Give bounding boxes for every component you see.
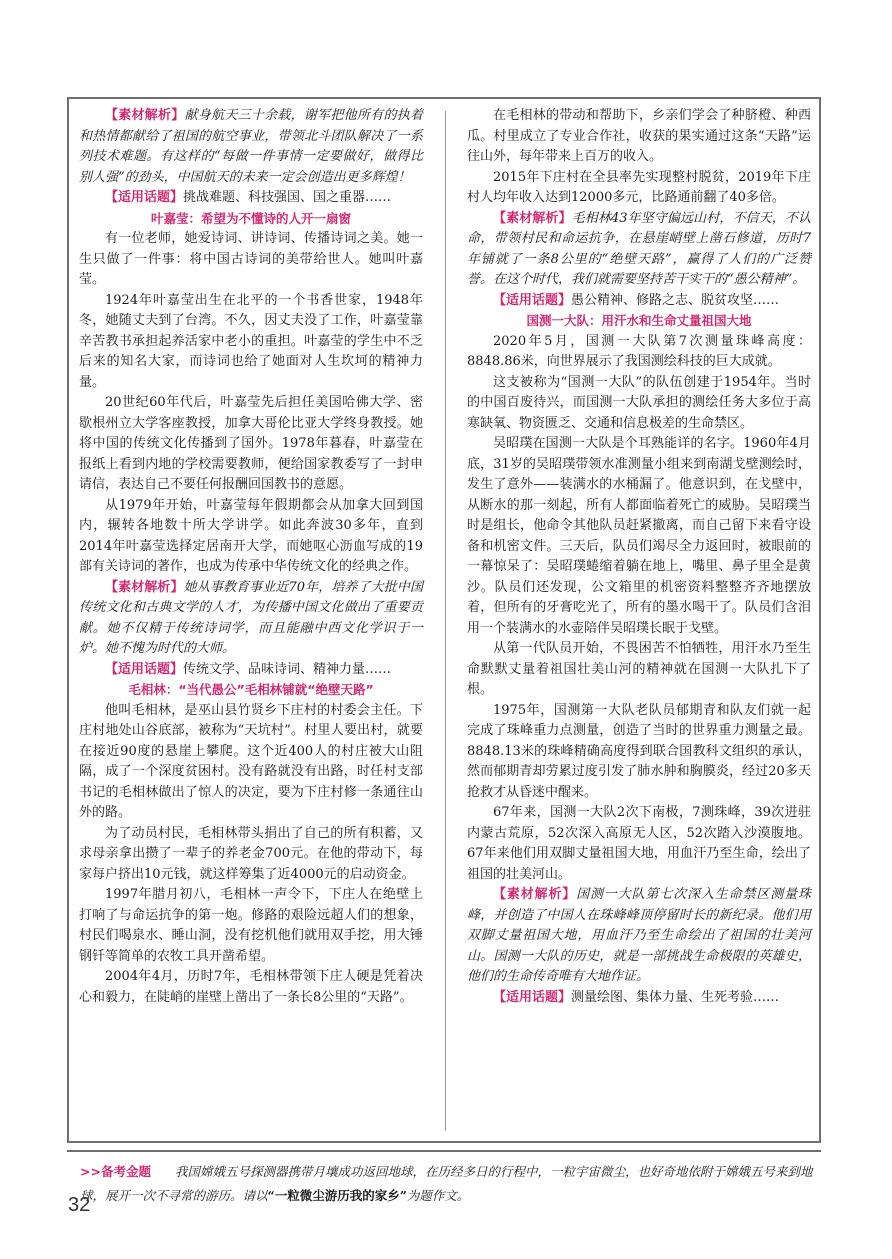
footer-divider bbox=[67, 1150, 821, 1152]
analysis-text: 国测一大队第七次深入生命禁区测量珠峰，并创造了中国人在珠峰峰顶停留时长的新纪录。他们用双脚丈量祖国大地，用血汗乃至生命绘出了祖国的壮美河山。国测一大队的历史，就是一部挑战生命极限的英雄史，他们的生命传奇唯有大地作证。 bbox=[467, 887, 811, 984]
column-divider bbox=[445, 111, 446, 1131]
topic-tag: 【适用话题】 bbox=[493, 292, 572, 308]
paragraph: 为了动员村民，毛相林带头捐出了自己的所有积蓄，又求母亲拿出攒了一辈子的养老金700元。在他的带动下，每家每户挤出10元钱，就这样筹集了近4000元的启动资金。 bbox=[79, 825, 423, 882]
paragraph: 2015年下庄村在全县率先实现整村脱贫，2019年下庄村人均年收入达到12000多元，比路通前翻了40多倍。 bbox=[467, 169, 811, 205]
section-heading: 国测一大队：用汗水和生命丈量祖国大地 bbox=[526, 313, 752, 328]
right-column bbox=[467, 106, 811, 1008]
analysis-tag: 【素材解析】 bbox=[493, 210, 572, 226]
material-analysis bbox=[467, 209, 811, 291]
applicable-topics bbox=[79, 660, 423, 681]
topic-text: 测量绘图、集体力量、生死考验…… bbox=[571, 989, 780, 1005]
topic-text: 挑战难题、科技强国、国之重器…… bbox=[183, 190, 392, 205]
topic-tag: 【适用话题】 bbox=[105, 190, 184, 205]
left-column bbox=[79, 106, 423, 1008]
analysis-text: 献身航天三十余载，谢军把他所有的执着和热情都献给了祖国的航空事业，带领北斗团队解决了一系列技术难题。有这样的“每做一件事情一定要做好，做得比别人强”的劲头，中国航天的未来一定会创造出更多辉煌！ bbox=[79, 108, 423, 185]
analysis-tag: 【素材解析】 bbox=[493, 887, 577, 902]
applicable-topics bbox=[467, 988, 811, 1009]
topic-text: 传统文学、品味诗词、精神力量…… bbox=[183, 661, 392, 677]
material-analysis bbox=[467, 885, 811, 988]
analysis-tag: 【素材解析】 bbox=[105, 579, 184, 595]
paragraph: 1997年腊月初八，毛相林一声令下，下庄人在绝壁上打响了与命运抗争的第一炮。修路的艰险远超人们的想象，村民们喝泉水、睡山洞，没有挖机他们就用双手挖，用大锤钢钎等简单的农牧工具开凿希望。 bbox=[79, 887, 423, 964]
paragraph: 67年来，国测一大队2次下南极，7测珠峰，39次进驻内蒙古荒原，52次深入高原无人区，52次踏入沙漠腹地。67年来他们用双脚丈量祖国大地，用血汗乃至生命，绘出了祖国的壮美河山。 bbox=[467, 805, 811, 882]
paragraph: 从第一代队员开始，不畏困苦不怕牺牲，用汗水乃至生命默默丈量着祖国壮美山河的精神就在国测一大队扎下了根。 bbox=[467, 641, 811, 697]
paragraph: 有一位老师，她爱诗词、讲诗词、传播诗词之美。她一生只做了一件事：将中国古诗词的美带给世人。她叫叶嘉莹。 bbox=[79, 231, 423, 287]
exam-question bbox=[80, 1160, 815, 1208]
paragraph: 1975年，国测第一大队老队员郁期青和队友们就一起完成了珠峰重力点测量，创造了当时的世界重力测量之最。8848.13米的珠峰精确高度得到联合国教科文组织的承认，然而郁期青却劳累过度引发了肺水肿和胸膜炎，经过20多天抢救才从昏迷中醒来。 bbox=[467, 702, 811, 800]
section-heading: 叶嘉莹：希望为不懂诗的人开一扇窗 bbox=[150, 210, 351, 226]
paragraph: 20世纪60年代后，叶嘉莹先后担任美国哈佛大学、密歇根州立大学客座教授，加拿大哥伦比亚大学终身教授。她将中国的传统文化传播到了国外。1978年暮春，叶嘉莹在报纸上看到内地的学校需要教师，便给国家教委写了一封申请信，表达自己不要任何报酬回国教书的意愿。 bbox=[79, 395, 423, 492]
paragraph: 从1979年开始，叶嘉莹每年假期都会从加拿大回到国内，辗转各地数十所大学讲学。如此奔波30多年，直到2014年叶嘉莹选择定居南开大学，而她呕心沥血写成的19部有关诗词的著作，也成为传承中华传统文化的经典之作。 bbox=[79, 497, 423, 574]
exam-question-suffix: 为题作文。 bbox=[406, 1188, 470, 1203]
material-analysis bbox=[79, 578, 423, 660]
analysis-text: 毛相林43年坚守偏远山村，不信天，不认命，带领村民和命运抗争，在悬崖峭壁上凿石修道，历时7年铺就了一条8公里的“绝壁天路”，赢得了人们的广泛赞誉。在这个时代，我们就需要坚持苦干实干的“愚公精神”。 bbox=[467, 210, 811, 287]
essay-title: “一粒微尘游历我的家乡” bbox=[267, 1188, 407, 1203]
analysis-tag: 【素材解析】 bbox=[105, 108, 185, 123]
paragraph: 这支被称为“国测一大队”的队伍创建于1954年。当时的中国百废待兴，而国测一大队承担的测绘任务大多位于高寒缺氧、物资匮乏、交通和信息极差的生命禁区。 bbox=[467, 374, 811, 431]
topic-tag: 【适用话题】 bbox=[105, 661, 184, 677]
page-number: 32 bbox=[68, 1194, 91, 1216]
topic-tag: 【适用话题】 bbox=[493, 989, 572, 1005]
paragraph: 在毛相林的带动和帮助下，乡亲们学会了种脐橙、种西瓜。村里成立了专业合作社，收获的果实通过这条“天路”运往山外，每年带来上百万的收入。 bbox=[467, 108, 811, 164]
paragraph: 吴昭璞在国测一大队是个耳熟能详的名字。1960年4月底，31岁的吴昭璞带领水准测量小组来到南湖戈壁测绘时，发生了意外——装满水的水桶漏了。他意识到，在戈壁中，从断水的那一刻起，所有人都面临着死亡的威胁。吴昭璞当时是组长，他命令其他队员赶紧撤离，而自己留下来看守设备和机密文件。三天后，队员们竭尽全力返回时，被眼前的一幕惊呆了：吴昭璞蜷缩着躺在地上，嘴里、鼻子里全是黄沙。队员们还发现，公文箱里的机密资料整整齐齐地摆放着，但所有的牙膏吃光了，所有的墨水喝干了。队员们含泪用一个装满水的水壶陪伴吴昭璞长眠于戈壁。 bbox=[467, 436, 811, 636]
topic-text: 愚公精神、修路之志、脱贫攻坚…… bbox=[571, 292, 780, 308]
paragraph: 2004年4月，历时7年，毛相林带领下庄人硬是凭着决心和毅力，在陡峭的崖壁上凿出了一条长8公里的“天路”。 bbox=[79, 969, 423, 1005]
applicable-topics bbox=[79, 188, 423, 209]
material-analysis bbox=[79, 106, 423, 188]
exam-question-label: >>备考金题 bbox=[80, 1164, 151, 1179]
paragraph: 1924年叶嘉莹出生在北平的一个书香世家，1948年冬，她随丈夫到了台湾。不久，因丈夫没了工作，叶嘉莹靠辛苦教书承担起养活家中老小的重担。叶嘉莹的学生中不乏后来的知名大家，而诗词也给了她面对人生坎坷的精神力量。 bbox=[79, 292, 423, 390]
analysis-text: 她从事教育事业近70年，培养了大批中国传统文化和古典文学的人才，为传播中国文化做出了重要贡献。她不仅精于传统诗词学，而且能融中西文化学识于一炉。她不愧为时代的大师。 bbox=[79, 579, 423, 656]
exam-question-text: 我国嫦娥五号探测器携带月壤成功返回地球，在历经多日的行程中，一粒宇宙微尘，也好奇地依附于嫦娥五号来到地球，展开一次不寻常的游历。请以 bbox=[80, 1164, 813, 1203]
paragraph: 他叫毛相林，是巫山县竹贤乡下庄村的村委会主任。下庄村地处山谷底部，被称为“天坑村”。村里人要出村，就要在接近90度的悬崖上攀爬。这个近400人的村庄被大山阻隔，成了一个深度贫困村。没有路就没有出路，时任村支部书记的毛相林做出了惊人的决定，要为下庄村修一条通往山外的路。 bbox=[79, 702, 423, 820]
paragraph: 2020年5月，国测一大队第7次测量珠峰高度：8848.86米，向世界展示了我国测绘科技的巨大成就。 bbox=[467, 333, 811, 369]
section-heading: 毛相林：“当代愚公”毛相林铺就“绝壁天路” bbox=[128, 682, 374, 697]
content-frame bbox=[67, 97, 821, 1143]
applicable-topics bbox=[467, 291, 811, 312]
